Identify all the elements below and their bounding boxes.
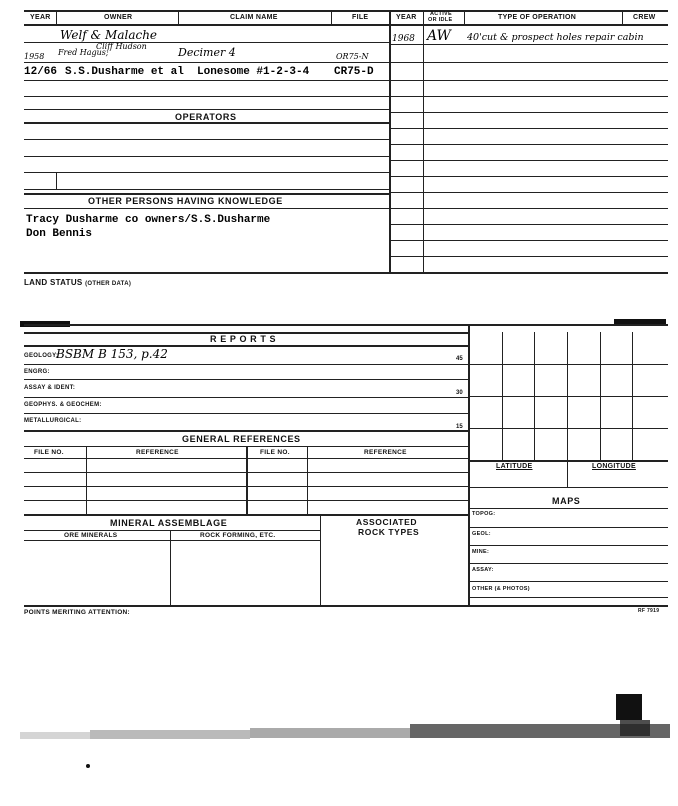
num-15: 15 <box>456 424 463 430</box>
maps-line <box>469 508 668 509</box>
num-30: 30 <box>456 390 463 396</box>
hdr-div <box>622 10 623 24</box>
operators-line <box>24 156 389 157</box>
header-year-2: YEAR <box>396 14 417 21</box>
grid-h <box>469 428 668 429</box>
maps-topog: TOPOG: <box>472 511 496 517</box>
header-type-of-operation: TYPE OF OPERATION <box>498 14 577 21</box>
genref-bottom <box>24 514 468 516</box>
mineral-div <box>170 530 171 606</box>
row-line <box>24 62 389 63</box>
maps-line <box>469 581 668 582</box>
op-row-line <box>391 208 668 209</box>
top-border <box>24 10 668 12</box>
header-owner: OWNER <box>104 14 133 21</box>
maps-other: OTHER (& PHOTOS) <box>472 586 530 592</box>
row2-year: 1958 <box>24 52 45 61</box>
rock-forming-label: ROCK FORMING, ETC. <box>200 532 276 539</box>
row2-owner-1: Fred Hagus; <box>58 48 109 57</box>
row3-year: 12/66 <box>24 66 58 78</box>
genref-reference-1: REFERENCE <box>136 449 179 456</box>
maps-title: MAPS <box>552 496 581 506</box>
knowledge-title: OTHER PERSONS HAVING KNOWLEDGE <box>88 196 283 206</box>
header-file: FILE <box>352 14 369 21</box>
type-col-divider <box>464 10 465 24</box>
row-line <box>24 109 389 110</box>
header-year: YEAR <box>30 14 51 21</box>
mineral-assemblage-title: MINERAL ASSEMBLAGE <box>110 518 228 528</box>
row2-claim: Decimer 4 <box>178 46 236 59</box>
genref-div <box>246 446 248 514</box>
mineral-div <box>320 514 321 606</box>
reports-line <box>24 397 468 398</box>
maps-mine: MINE: <box>472 549 490 555</box>
operation-year: 1968 <box>392 34 415 44</box>
maps-line <box>469 597 668 598</box>
operators-title: OPERATORS <box>175 112 237 122</box>
op-row-line <box>391 128 668 129</box>
op-row-line <box>391 224 668 225</box>
op-row-line <box>391 44 668 45</box>
scan-noise-band <box>0 690 678 770</box>
knowledge-line-2: Don Bennis <box>26 228 93 240</box>
main-divider <box>389 10 391 272</box>
reports-bottom <box>24 430 468 432</box>
knowledge-line-1: Tracy Dusharme co owners/S.S.Dusharme <box>26 214 271 226</box>
maps-assay: ASSAY: <box>472 567 494 573</box>
geology-value: BSBM B 153, p.42 <box>56 347 168 361</box>
coords-bottom <box>469 487 668 488</box>
knowledge-line <box>24 208 389 209</box>
row-line <box>24 80 389 81</box>
genref-reference-2: REFERENCE <box>364 449 407 456</box>
grid-h <box>469 364 668 365</box>
section-divider <box>24 272 668 274</box>
knowledge-top <box>24 193 389 195</box>
grid-v <box>567 332 568 487</box>
metallurgical-label: METALLURGICAL: <box>24 418 82 424</box>
ore-minerals-label: ORE MINERALS <box>64 532 118 539</box>
op-row-line <box>391 96 668 97</box>
operation-active: AW <box>427 28 451 44</box>
operation-type: 40'cut & prospect holes repair cabin <box>467 32 644 43</box>
genref-div <box>307 446 308 514</box>
reports-line <box>24 364 468 365</box>
row3-claim: Lonesome #1-2-3-4 <box>197 66 310 78</box>
operators-div <box>56 172 57 189</box>
op-row-line <box>391 160 668 161</box>
op-row-line <box>391 144 668 145</box>
header-claim-name: CLAIM NAME <box>230 14 278 21</box>
row2-file: OR75-N <box>336 52 369 61</box>
land-status: LAND STATUS (OTHER DATA) <box>24 278 132 287</box>
op-row-line <box>391 192 668 193</box>
mineral-bottom <box>24 605 668 607</box>
maps-line <box>469 527 668 528</box>
assay-label: ASSAY & IDENT: <box>24 385 76 391</box>
header-or-idle: OR IDLE <box>428 17 453 23</box>
row2-owner-2: Cliff Hudson <box>96 42 147 51</box>
grid-h <box>469 396 668 397</box>
points-meriting-attention: POINTS MERITING ATTENTION: <box>24 609 131 616</box>
genref-file-no-1: FILE NO. <box>34 449 64 456</box>
hdr-div <box>331 10 332 24</box>
row-line <box>24 42 389 43</box>
maps-line <box>469 563 668 564</box>
longitude-label: LONGITUDE <box>592 463 636 470</box>
rock-types-label: ROCK TYPES <box>358 527 420 537</box>
row3-file: CR75-D <box>334 66 374 78</box>
active-col-divider <box>423 10 424 272</box>
header-crew: CREW <box>633 14 656 21</box>
hdr-div <box>56 10 57 24</box>
grid-h <box>469 460 668 462</box>
mineral-line <box>24 530 320 531</box>
op-row-line <box>391 112 668 113</box>
num-45: 45 <box>456 356 463 362</box>
reports-title: R E P O R T S <box>210 334 277 344</box>
genref-file-no-2: FILE NO. <box>260 449 290 456</box>
operators-line <box>24 172 389 173</box>
row3-owner: S.S.Dusharme et al <box>65 66 184 78</box>
reports-line <box>24 413 468 414</box>
operators-top <box>24 122 389 124</box>
maps-line <box>469 545 668 546</box>
engrg-label: ENGRG: <box>24 369 50 375</box>
row-line <box>24 96 389 97</box>
hdr-div <box>178 10 179 24</box>
general-references-title: GENERAL REFERENCES <box>182 434 301 444</box>
latitude-label: LATITUDE <box>496 463 533 470</box>
header-bottom-border <box>24 24 668 26</box>
op-row-line <box>391 256 668 257</box>
header-active: ACTIVE <box>430 11 452 17</box>
operators-line <box>24 189 389 190</box>
op-row-line <box>391 62 668 63</box>
operators-line <box>24 139 389 140</box>
genref-div <box>86 446 87 514</box>
associated-label: ASSOCIATED <box>356 517 418 527</box>
op-row-line <box>391 240 668 241</box>
reports-top <box>24 324 668 326</box>
mineral-line <box>24 540 320 541</box>
reports-line <box>24 379 468 380</box>
op-row-line <box>391 176 668 177</box>
geology-label: GEOLOGY: <box>24 353 59 359</box>
geophys-label: GEOPHYS. & GEOCHEM: <box>24 402 102 408</box>
op-row-line <box>391 80 668 81</box>
owner-handwritten-1: Welf & Malache <box>60 28 158 42</box>
maps-geol: GEOL: <box>472 531 491 537</box>
form-number: RF 7919 <box>638 608 660 614</box>
